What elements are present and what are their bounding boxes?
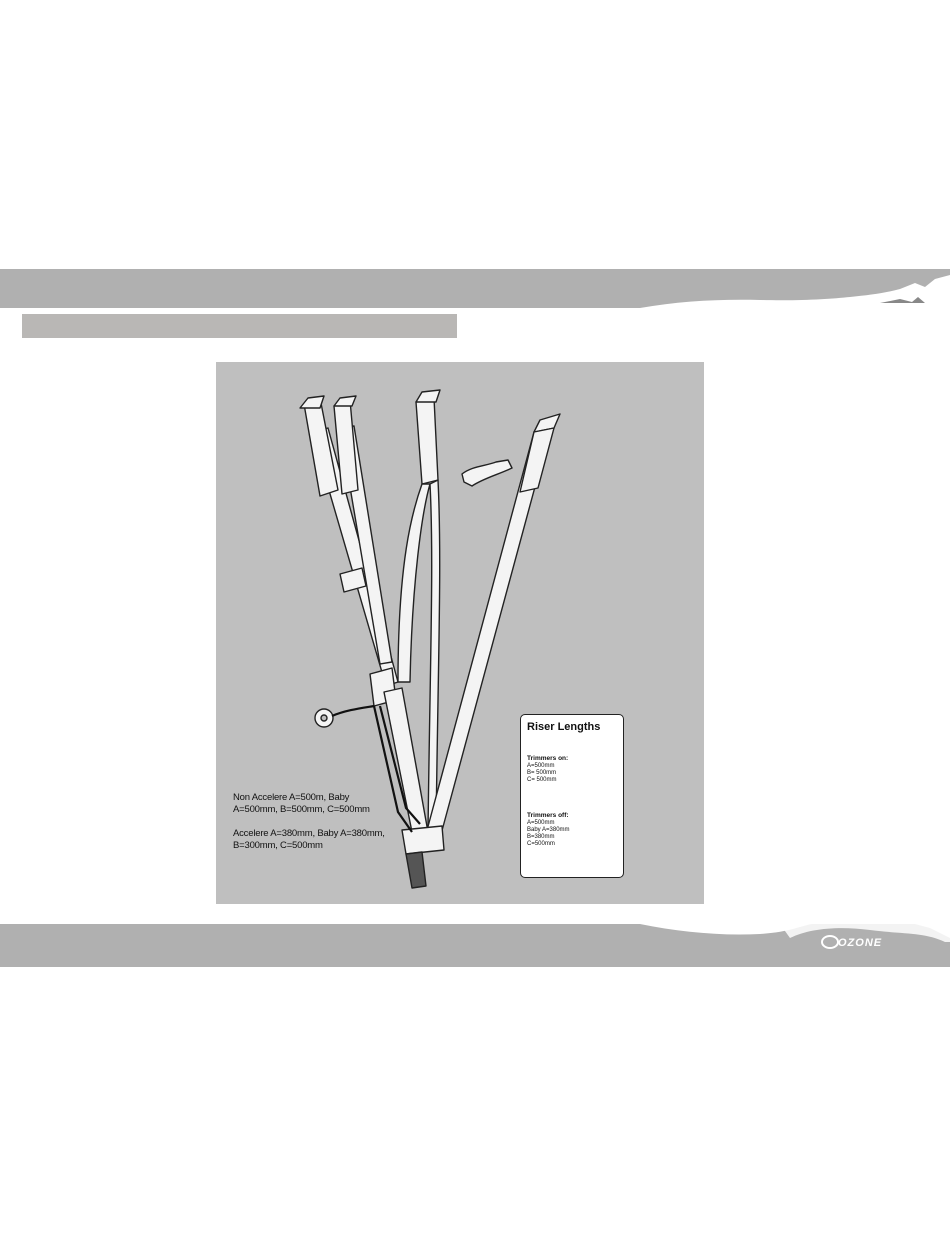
trimmers-off-line: A=500mm	[527, 820, 555, 826]
trimmers-off-line: C=500mm	[527, 841, 555, 847]
trimmers-on-section	[527, 755, 617, 784]
trimmers-on-line: A=500mm	[527, 763, 555, 769]
non-accelere-line-2: A=500mm, B=500mm, C=500mm	[233, 804, 370, 815]
non-accelere-line-1: Non Accelere A=500m, Baby	[233, 792, 350, 803]
trimmers-on-heading: Trimmers on:	[527, 755, 569, 762]
riser-illustration	[216, 362, 704, 904]
trimmers-off-section	[527, 812, 617, 848]
header-wave-decoration	[0, 269, 950, 308]
trimmers-off-heading: Trimmers off:	[527, 812, 569, 819]
riser-figure	[216, 362, 704, 904]
ozone-logo: OZONE	[838, 937, 883, 949]
header-band	[0, 269, 950, 308]
trimmers-off-line: Baby A=380mm	[527, 827, 570, 833]
section-title-bar	[22, 314, 457, 338]
footer-band	[0, 924, 950, 967]
riser-lengths-box	[520, 714, 624, 878]
non-accelere-note	[233, 792, 370, 816]
riser-lengths-title: Riser Lengths	[527, 721, 601, 733]
trimmers-off-line: B=380mm	[527, 834, 555, 840]
footer-wave-decoration	[0, 924, 950, 967]
accelere-note	[233, 828, 385, 852]
accelere-line-1: Accelere A=380mm, Baby A=380mm,	[233, 828, 385, 839]
trimmers-on-line: B= 500mm	[527, 770, 557, 776]
accelere-line-2: B=300mm, C=500mm	[233, 840, 323, 851]
trimmers-on-line: C= 500mm	[527, 777, 557, 783]
